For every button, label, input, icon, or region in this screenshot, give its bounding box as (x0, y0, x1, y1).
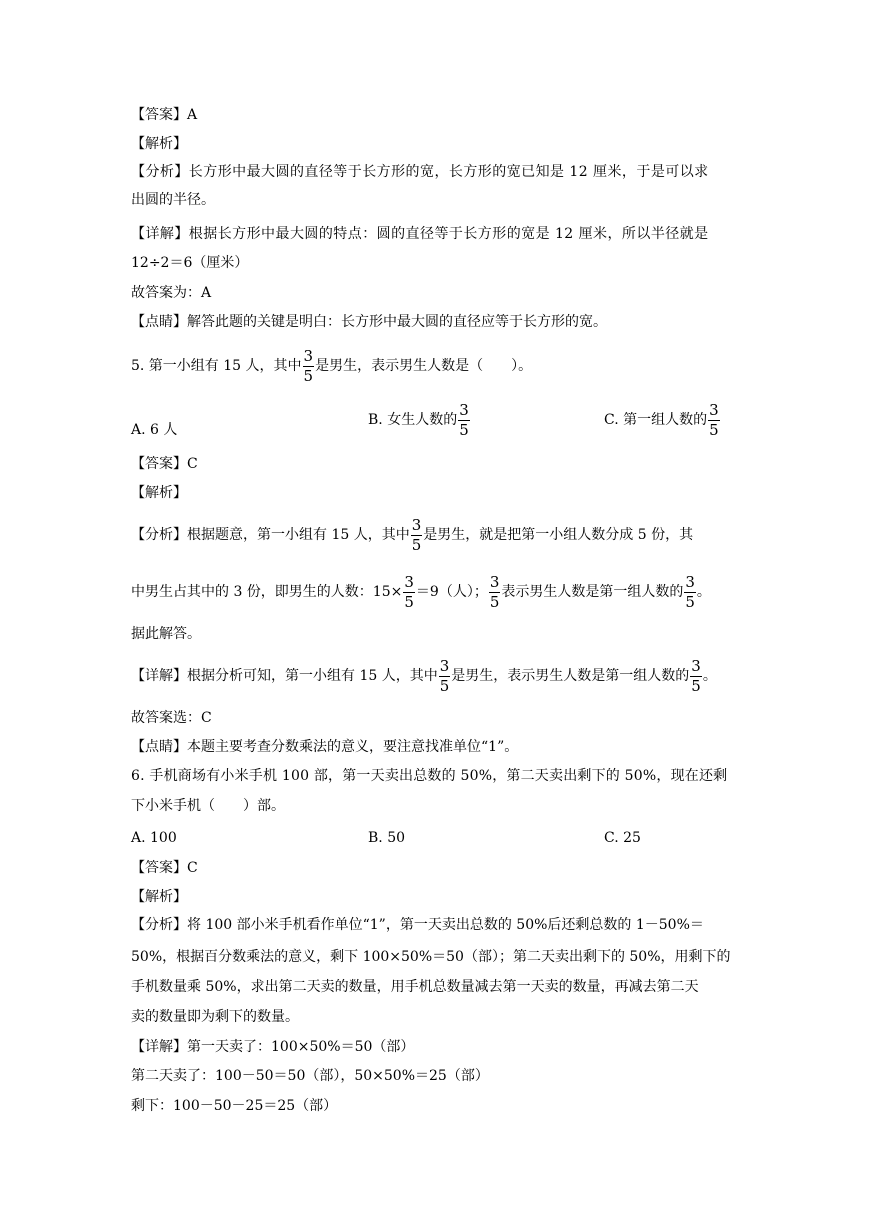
q6-fenxi-line3: 手机数量乘 50%，求出第二天卖的数量，用手机总数量减去第一天卖的数量，再减去第二天 (131, 979, 699, 995)
q5-analysis-tag: 【解析】 (131, 485, 187, 501)
q4-conclusion: 故答案为：A (131, 285, 212, 301)
q5-fenxi-fraction-2 (403, 572, 415, 611)
fraction-numerator: 3 (303, 346, 314, 365)
fraction-denominator: 5 (691, 676, 701, 695)
q5-fenxi-1b: 是男生，就是把第一小组人数分成 5 份，其 (423, 527, 694, 543)
q5-xiangjie-a: 【详解】根据分析可知，第一小组有 15 人，其中 (131, 668, 438, 684)
q5-fenxi-fraction-3 (489, 572, 501, 611)
q5-conclusion: 故答案选：C (131, 710, 212, 726)
fraction-numerator: 3 (691, 656, 701, 675)
q5-option-a: A. 6 人 (131, 422, 178, 438)
q6-xiangjie-line2: 第二天卖了：100－50＝50（部），50×50%＝25（部） (131, 1068, 489, 1084)
q5-option-b-text: B. 女生人数的 (368, 412, 458, 428)
fraction-denominator: 5 (685, 592, 695, 611)
q6-stem-line2: 下小米手机（ ）部。 (131, 798, 285, 814)
q6-fenxi-line2: 50%，根据百分数乘法的意义，剩下 100×50%＝50（部）；第二天卖出剩下的 50%，用剩下的 (131, 949, 731, 965)
fraction-numerator: 3 (404, 572, 414, 591)
q5-option-c-text: C. 第一组人数的 (604, 412, 708, 428)
fraction-denominator: 5 (459, 420, 469, 439)
q5-fenxi-fraction-4 (684, 572, 696, 611)
q6-option-b: B. 50 (368, 830, 406, 846)
q6-xiangjie-line1: 【详解】第一天卖了：100×50%＝50（部） (131, 1039, 415, 1055)
q5-xiangjie-fraction-2 (690, 656, 702, 695)
q6-option-a: A. 100 (131, 830, 177, 846)
q5-dianjing: 【点睛】本题主要考查分数乘法的意义，要注意找准单位“1”。 (131, 739, 519, 755)
q5-fenxi-2d: 。 (696, 584, 711, 600)
fraction-denominator: 5 (709, 420, 719, 439)
fraction-denominator: 5 (411, 535, 422, 554)
q4-xiangjie-line1: 【详解】根据长方形中最大圆的特点：圆的直径等于长方形的宽是 12 厘米，所以半径就是 (131, 226, 709, 242)
q5-xiangjie-c: 。 (702, 668, 717, 684)
fraction-denominator: 5 (439, 676, 450, 695)
fraction-denominator: 5 (303, 366, 314, 385)
fraction-denominator: 5 (489, 592, 500, 611)
q6-option-c: C. 25 (604, 830, 641, 846)
fraction-numerator: 3 (685, 572, 695, 591)
q5-option-b (368, 400, 471, 440)
q4-fenxi-line1: 【分析】长方形中最大圆的直径等于长方形的宽，长方形的宽已知是 12 厘米，于是可以求 (131, 164, 709, 180)
fraction-denominator: 5 (404, 592, 414, 611)
q5-stem-part-a: 5. 第一小组有 15 人，其中 (131, 358, 302, 374)
q5-fenxi-2a: 中男生占其中的 3 份，即男生的人数：15× (131, 584, 403, 600)
q5-stem (131, 346, 532, 386)
q5-xiangjie-b: 是男生，表示男生人数是第一组人数的 (451, 668, 690, 684)
q4-answer: 【答案】A (131, 107, 198, 123)
q6-stem-line1: 6. 手机商场有小米手机 100 部，第一天卖出总数的 50%，第二天卖出剩下的 50%，现在还剩 (131, 768, 728, 784)
q5-fenxi-2b: ＝9（人）； (415, 584, 488, 600)
q5-xiangjie-fraction-1 (439, 656, 451, 695)
q5-stem-fraction (303, 346, 315, 385)
q5-fenxi-1a: 【分析】根据题意，第一小组有 15 人，其中 (131, 527, 410, 543)
fraction-numerator: 3 (489, 572, 500, 591)
q5-fenxi-line2 (131, 572, 711, 612)
q5-fenxi-fraction-1 (411, 515, 423, 554)
fraction-numerator: 3 (459, 400, 469, 419)
q6-fenxi-line1: 【分析】将 100 部小米手机看作单位“1”，第一天卖出总数的 50%后还剩总数的 1－50%＝ (131, 917, 704, 933)
q4-fenxi-line2: 出圆的半径。 (131, 192, 215, 208)
q6-analysis-tag: 【解析】 (131, 889, 187, 905)
q5-fenxi-line1 (131, 515, 693, 555)
q4-dianjing: 【点睛】解答此题的关键是明白：长方形中最大圆的直径应等于长方形的宽。 (131, 314, 607, 330)
q5-fenxi-2c: 表示男生人数是第一组人数的 (501, 584, 684, 600)
q6-fenxi-line4: 卖的数量即为剩下的数量。 (131, 1009, 299, 1025)
q4-xiangjie-line2: 12÷2＝6（厘米） (131, 255, 249, 271)
q5-option-c-fraction (708, 400, 720, 439)
q4-analysis-tag: 【解析】 (131, 136, 187, 152)
q5-answer: 【答案】C (131, 456, 198, 472)
q5-option-b-fraction (458, 400, 470, 439)
q6-xiangjie-line3: 剩下：100－50－25＝25（部） (131, 1098, 338, 1114)
fraction-numerator: 3 (411, 515, 422, 534)
q5-option-c (604, 400, 721, 440)
q5-fenxi-line3: 据此解答。 (131, 626, 201, 642)
fraction-numerator: 3 (709, 400, 719, 419)
q5-stem-part-b: 是男生，表示男生人数是（ ）。 (315, 358, 533, 374)
fraction-numerator: 3 (439, 656, 450, 675)
q6-answer: 【答案】C (131, 860, 198, 876)
q5-xiangjie-line (131, 656, 717, 696)
